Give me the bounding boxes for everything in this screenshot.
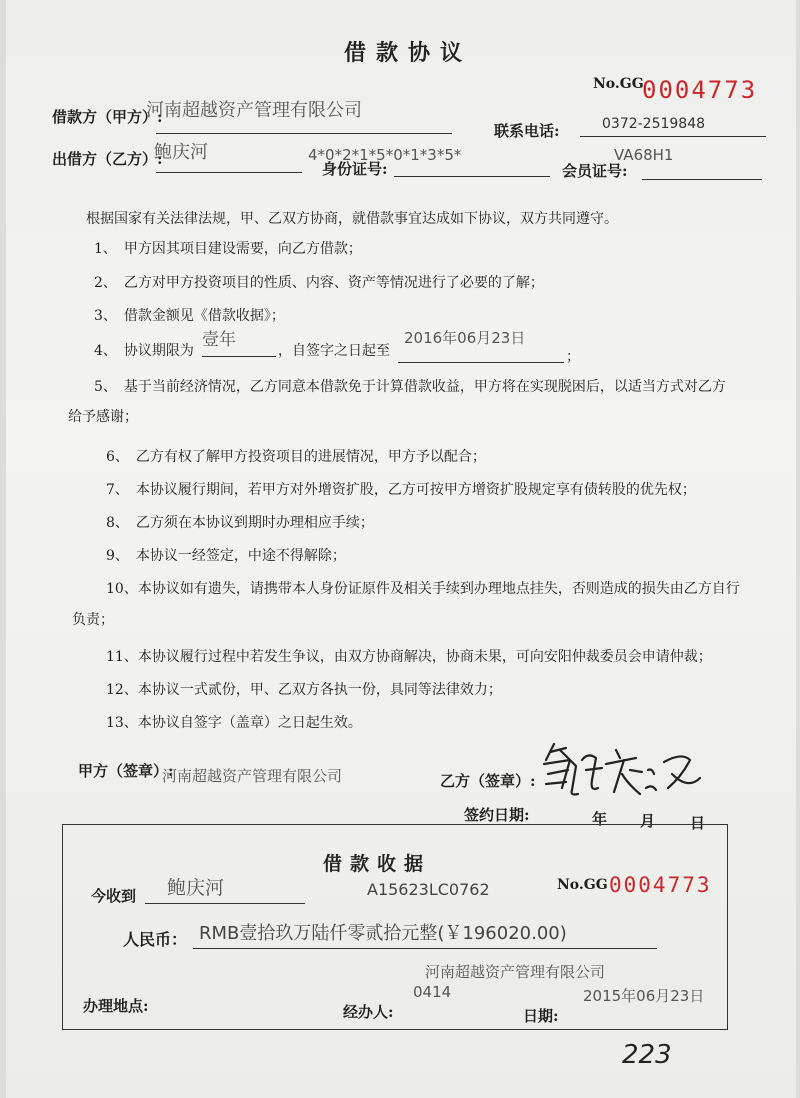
receipt-date-value: 2015年06月23日 — [583, 987, 705, 1005]
phone-label: 联系电话: — [494, 122, 560, 140]
phone-underline — [580, 136, 766, 137]
intro-text: 根据国家有关法律法规，甲、乙双方协商，就借款事宜达成如下协议，双方共同遵守。 — [86, 211, 618, 227]
clause-11: 11、本协议履行过程中若发生争议，由双方协商解决，协商未果，可向安阳仲裁委员会申请仲裁； — [106, 649, 712, 665]
lender-value: 鲍庆河 — [154, 142, 208, 163]
lender-label: 出借方（乙方）: — [52, 150, 163, 168]
clause-4-prefix: 4、 协议期限为 — [94, 343, 194, 359]
borrower-value: 河南超越资产管理有限公司 — [146, 100, 362, 121]
member-value: VA68H1 — [614, 146, 674, 164]
clause-4-end-date: 2016年06月23日 — [404, 329, 526, 347]
handwritten-page-note: 223 — [622, 1040, 672, 1070]
clause-7: 7、 本协议履行期间，若甲方对外增资扩股，乙方可按甲方增资扩股规定享有债转股的优先权； — [106, 482, 696, 498]
clause-4-middle: ，自签字之日起至 — [278, 343, 390, 359]
clause-9: 9、 本协议一经签定，中途不得解除； — [106, 548, 346, 564]
clause-6: 6、 乙方有权了解甲方投资项目的进展情况，甲方予以配合； — [106, 449, 486, 465]
clause-4-suffix: ； — [566, 349, 580, 365]
member-label: 会员证号: — [562, 162, 628, 180]
id-underline — [394, 176, 550, 177]
receipt-received-underline — [145, 903, 305, 904]
clause-5-line-2: 给予感谢； — [68, 409, 138, 425]
sign-date-label: 签约日期: — [464, 806, 530, 824]
member-underline — [642, 179, 762, 180]
lender-underline — [156, 172, 302, 173]
party-b-label: 乙方（签章）: — [440, 772, 536, 790]
receipt-serial-number: 0004773 — [609, 873, 712, 897]
serial-number: 0004773 — [642, 76, 758, 104]
phone-value: 0372-2519848 — [602, 116, 706, 132]
receipt-location-label: 办理地点: — [83, 997, 149, 1015]
clause-1: 1、 甲方因其项目建设需要，向乙方借款； — [94, 241, 362, 257]
document-title: 借款协议 — [344, 40, 473, 66]
clause-13: 13、本协议自签字（盖章）之日起生效。 — [106, 715, 362, 731]
loan-receipt-box — [62, 824, 728, 1030]
borrower-underline — [156, 133, 452, 134]
clause-3: 3、 借款金额见《借款收据》； — [94, 308, 285, 324]
sign-day-label: 日 — [690, 814, 706, 832]
receipt-agent-label: 经办人: — [343, 1003, 394, 1021]
receipt-date-label: 日期: — [523, 1007, 559, 1025]
receipt-received-value: 鲍庆河 — [167, 877, 225, 899]
clause-8: 8、 乙方须在本协议到期时办理相应手续； — [106, 515, 374, 531]
id-label: 身份证号: — [322, 160, 388, 178]
handwritten-signature-icon — [532, 730, 712, 810]
receipt-serial-label: No.GG — [557, 877, 608, 893]
sign-year-label: 年 — [592, 810, 608, 828]
receipt-received-label: 今收到 — [91, 887, 137, 905]
clause-4-term-underline — [202, 356, 276, 357]
receipt-code: A15623LC0762 — [367, 880, 490, 899]
party-a-label: 甲方（签章）: — [78, 762, 174, 780]
clause-2: 2、 乙方对甲方投资项目的性质、内容、资产等情况进行了必要的了解； — [94, 275, 544, 291]
receipt-rmb-underline — [193, 948, 657, 949]
serial-label: No.GG — [593, 76, 644, 92]
id-value: 4*0*2*1*5*0*1*3*5* — [308, 146, 462, 164]
receipt-rmb-value: RMB壹拾玖万陆仟零贰拾元整(￥196020.00) — [199, 923, 567, 944]
clause-10-line-2: 负责； — [72, 612, 114, 628]
clause-12: 12、本协议一式贰份，甲、乙双方各执一份，具同等法律效力； — [106, 682, 502, 698]
party-b-signature — [532, 730, 712, 810]
clause-4-term: 壹年 — [202, 330, 236, 350]
clause-5-line-1: 5、 基于当前经济情况，乙方同意本借款免于计算借款收益，甲方将在实现脱困后，以适当方式对乙方 — [94, 379, 726, 395]
party-a-value: 河南超越资产管理有限公司 — [162, 767, 343, 785]
receipt-rmb-label: 人民币： — [123, 930, 188, 949]
sign-month-label: 月 — [640, 812, 656, 830]
receipt-company: 河南超越资产管理有限公司 — [425, 963, 606, 981]
clause-4-date-underline — [398, 362, 564, 363]
agreement-page — [6, 0, 796, 1098]
borrower-label: 借款方（甲方）: — [52, 108, 163, 126]
receipt-agent-value: 0414 — [413, 983, 452, 1001]
receipt-title: 借款收据 — [323, 853, 432, 875]
clause-10-line-1: 10、本协议如有遗失，请携带本人身份证原件及相关手续到办理地点挂失，否则造成的损失由乙方自行 — [106, 581, 740, 597]
